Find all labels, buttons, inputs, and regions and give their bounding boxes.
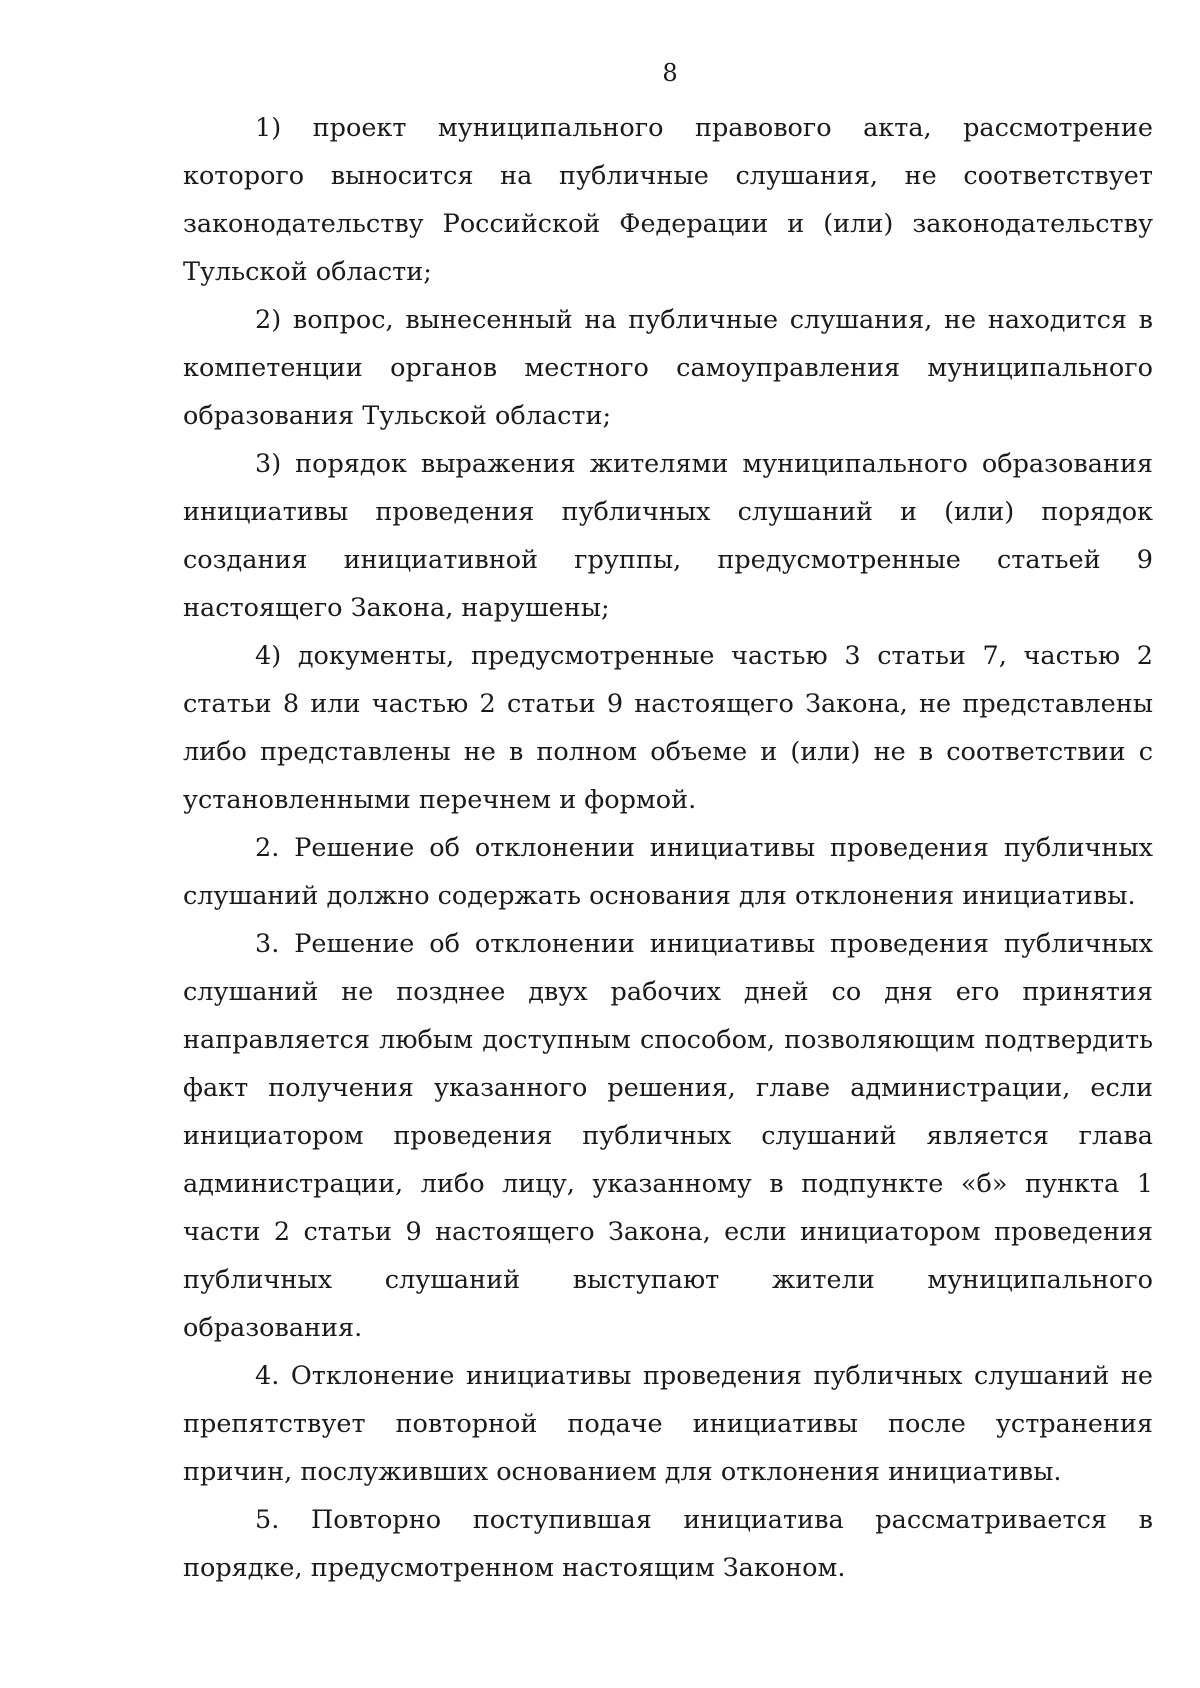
paragraph-item-1: 1) проект муниципального правового акта, рассмотрение которого выносится на публичные слушания, не соответствует законодательству Российской Федерации и (или) законодательству Тульской области; [183,113,1153,287]
paragraph-item-3: 3) порядок выражения жителями муниципального образования инициативы проведения публичных слушаний и (или) порядок создания инициативной группы, предусмотренные статьей 9 настоящего Закона, нарушены; [183,449,1153,623]
paragraph-item-4: 4) документы, предусмотренные частью 3 статьи 7, частью 2 статьи 8 или частью 2 статьи 9 настоящего Закона, не представлены либо представлены не в полном объеме и (или) не в соответствии с установленными перечнем и формой. [183,641,1153,815]
paragraph-item-2: 2) вопрос, вынесенный на публичные слушания, не находится в компетенции органов местного самоуправления муниципального образования Тульской области; [183,305,1153,431]
paragraph-part-5: 5. Повторно поступившая инициатива рассматривается в порядке, предусмотренном настоящим Законом. [183,1505,1153,1583]
document-body [183,104,1153,1592]
paragraph-part-4: 4. Отклонение инициативы проведения публичных слушаний не препятствует повторной подаче инициативы после устранения причин, послуживших основанием для отклонения инициативы. [183,1361,1153,1487]
paragraph-part-2: 2. Решение об отклонении инициативы проведения публичных слушаний должно содержать основания для отклонения инициативы. [183,833,1153,911]
paragraph-part-3: 3. Решение об отклонении инициативы проведения публичных слушаний не позднее двух рабочих дней со дня его принятия направляется любым доступным способом, позволяющим подтвердить факт получения указанного решения, главе администрации, если инициатором проведения публичных слушаний является глава администрации, либо лицу, указанному в подпункте «б» пункта 1 части 2 статьи 9 настоящего Закона, если инициатором проведения публичных слушаний выступают жители муниципального образования. [183,929,1153,1343]
page-number: 8 [662,59,678,87]
